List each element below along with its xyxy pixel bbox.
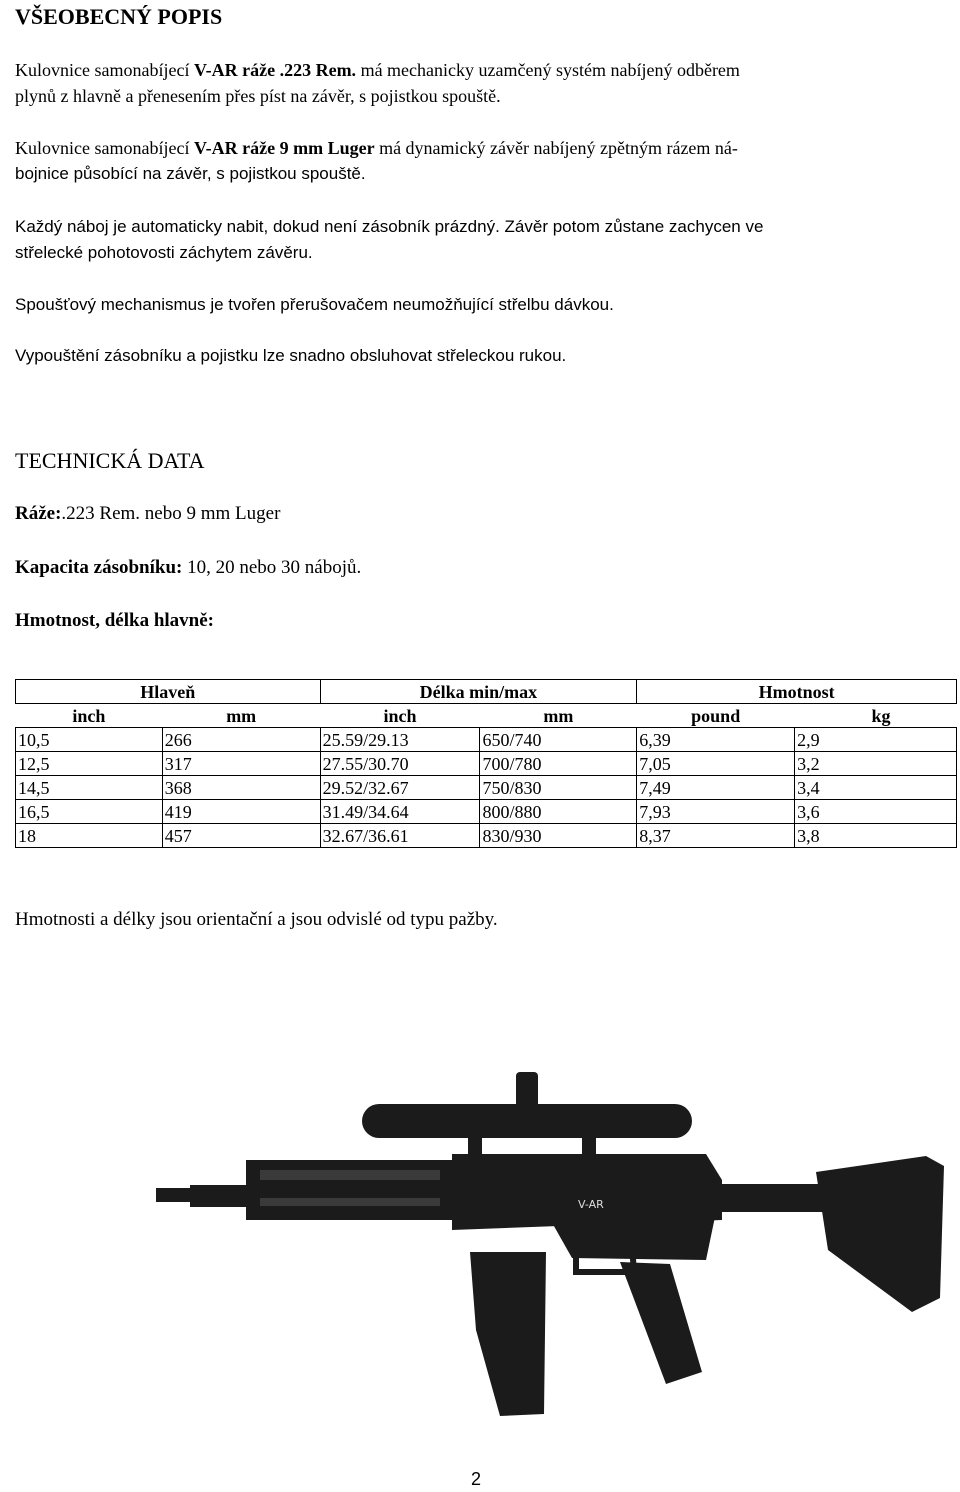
table-cell: 830/930 (480, 824, 637, 848)
table-cell: 3,2 (795, 752, 957, 776)
paragraph-3-line-2: střelecké pohotovosti záchytem závěru. (15, 243, 313, 262)
unit-header-cell: mm (162, 704, 320, 728)
unit-header-cell: kg (795, 704, 957, 728)
general-heading: VŠEOBECNÝ POPIS (15, 4, 223, 29)
table-cell: 16,5 (16, 800, 163, 824)
paragraph-3-line-1: Každý náboj je automaticky nabit, dokud není zásobník prázdný. Závěr potom zůstane zachycen ve (15, 217, 764, 236)
table-cell: 3,6 (795, 800, 957, 824)
group-header-cell: Délka min/max (320, 680, 637, 704)
table-cell: 650/740 (480, 728, 637, 752)
paragraph-2-line-1: Kulovnice samonabíjecí V-AR ráže 9 mm Luger má dynamický závěr nabíjený zpětným rázem ná- (15, 138, 738, 158)
table-cell: 750/830 (480, 776, 637, 800)
paragraph-2-line-2: bojnice působící na závěr, s pojistkou spouště. (15, 164, 366, 183)
muzzle-brake (190, 1185, 254, 1207)
table-cell: 27.55/30.70 (320, 752, 480, 776)
barrel-tip (156, 1188, 196, 1202)
rifle-photo (16, 1012, 956, 1424)
unit-header-cell: mm (480, 704, 637, 728)
table-cell: 3,8 (795, 824, 957, 848)
scope-turret-top (516, 1072, 538, 1108)
table-group-header (16, 680, 957, 704)
scope-body (362, 1104, 692, 1138)
scope-turret-side (531, 1105, 561, 1135)
tech-table (15, 679, 957, 848)
unit-header-cell: inch (320, 704, 480, 728)
table-cell: 7,93 (637, 800, 795, 824)
group-header-cell: Hlaveň (16, 680, 321, 704)
table-cell: 2,9 (795, 728, 957, 752)
table-cell: 3,4 (795, 776, 957, 800)
table-row (16, 776, 957, 800)
table-cell: 29.52/32.67 (320, 776, 480, 800)
table-cell: 10,5 (16, 728, 163, 752)
weight-heading: Hmotnost, délka hlavně: (15, 610, 214, 631)
table-cell: 8,37 (637, 824, 795, 848)
table-unit-header (16, 704, 957, 728)
receiver-marking: V-AR (578, 1198, 604, 1211)
capacity-line (15, 555, 361, 581)
table-cell: 317 (162, 752, 320, 776)
paragraph-1-line-2: plynů z hlavně a přenesením přes píst na závěr, s pojistkou spouště. (15, 86, 501, 106)
table-cell: 419 (162, 800, 320, 824)
table-cell: 6,39 (637, 728, 795, 752)
caliber-label: Ráže: (15, 503, 62, 524)
paragraph-5: Vypouštění zásobníku a pojistku lze snadno obsluhovat střeleckou rukou. (15, 346, 567, 365)
table-cell: 700/780 (480, 752, 637, 776)
table-row (16, 800, 957, 824)
table-cell: 368 (162, 776, 320, 800)
capacity-value: 10, 20 nebo 30 nábojů. (182, 557, 362, 578)
table-cell: 800/880 (480, 800, 637, 824)
table-cell: 266 (162, 728, 320, 752)
group-header-cell: Hmotnost (637, 680, 957, 704)
table-cell: 25.59/29.13 (320, 728, 480, 752)
unit-header-cell: pound (637, 704, 795, 728)
table-cell: 12,5 (16, 752, 163, 776)
unit-header-cell: inch (16, 704, 163, 728)
handguard (246, 1160, 456, 1220)
table-row (16, 752, 957, 776)
capacity-label: Kapacita zásobníku: (15, 557, 183, 578)
note-text: Hmotnosti a délky jsou orientační a jsou odvislé od typu pažby. (15, 909, 498, 930)
paragraph-1-line-1: Kulovnice samonabíjecí V-AR ráže .223 Rem. má mechanicky uzamčený systém nabíjený odběrem (15, 60, 740, 80)
table-cell: 32.67/36.61 (320, 824, 480, 848)
table-cell: 18 (16, 824, 163, 848)
caliber-value: .223 Rem. nebo 9 mm Luger (61, 503, 281, 524)
rail-highlight (260, 1170, 440, 1180)
table-cell: 7,05 (637, 752, 795, 776)
table-row (16, 824, 957, 848)
table-cell: 14,5 (16, 776, 163, 800)
paragraph-4: Spoušťový mechanismus je tvořen přerušovačem neumožňující střelbu dávkou. (15, 295, 614, 314)
table-cell: 31.49/34.64 (320, 800, 480, 824)
page-number: 2 (471, 1469, 482, 1489)
tech-heading: TECHNICKÁ DATA (15, 448, 205, 473)
table-cell: 457 (162, 824, 320, 848)
table-row (16, 728, 957, 752)
caliber-line (15, 501, 280, 527)
table-cell: 7,49 (637, 776, 795, 800)
rail-highlight (260, 1198, 440, 1206)
